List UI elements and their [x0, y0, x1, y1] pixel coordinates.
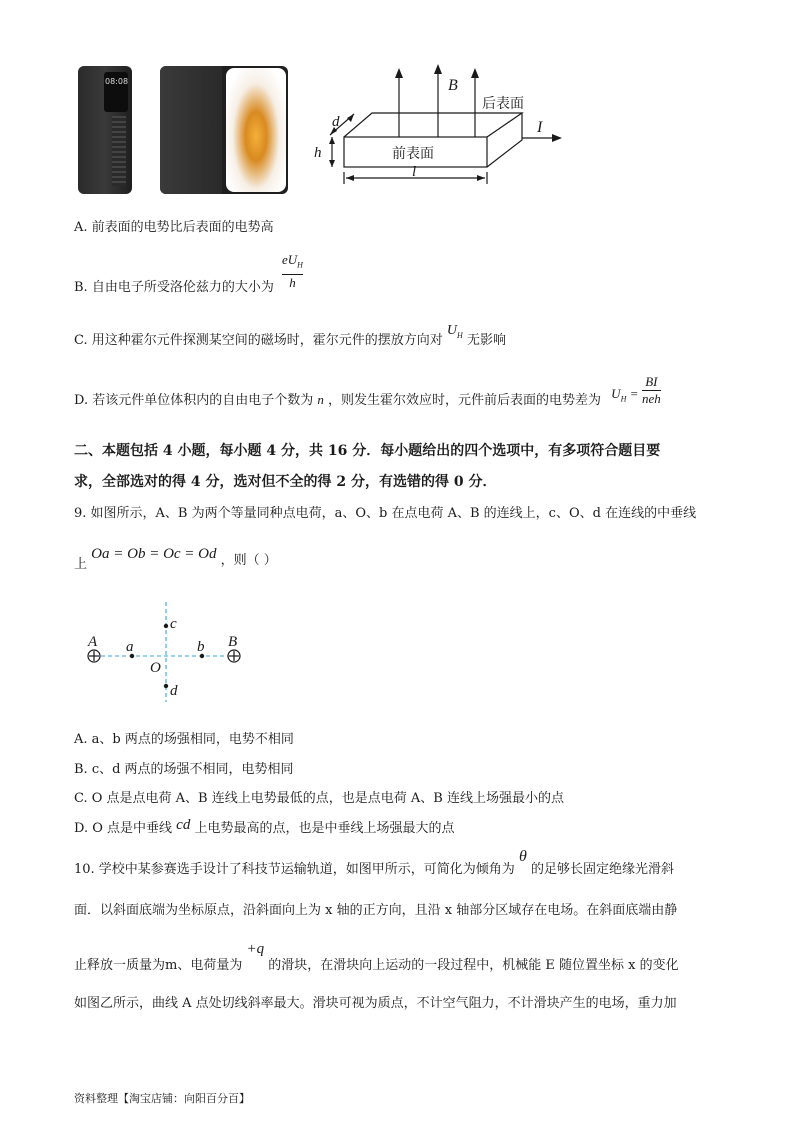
label-I: I — [537, 119, 543, 136]
phone-clock-text: 08:08 — [105, 77, 129, 86]
phone-photo-case-closed — [78, 66, 132, 194]
q8-option-c-symbol: $U_H$ — [446, 323, 463, 340]
label-h: h — [314, 145, 322, 161]
q10-line3 — [74, 940, 679, 973]
label-back-surface: 后表面 — [482, 96, 524, 112]
hall-element-diagram — [310, 60, 570, 190]
q9-stem-line2 — [74, 545, 277, 572]
q9-option-d-cd: cd — [176, 817, 191, 833]
label-A: A — [88, 634, 98, 650]
q8-option-b-text: B. 自由电子所受洛伦兹力的大小为 — [74, 279, 274, 295]
q9-option-b: B. c、d 两点的场强不相同，电势相同 — [74, 762, 294, 777]
q9-stem-suffix: ，则（ ） — [220, 553, 277, 568]
phone-case-cover — [160, 66, 222, 194]
q9-charge-diagram — [80, 598, 250, 706]
q10-line3-text: 止释放一质量为m、电荷量为 — [74, 958, 243, 973]
q9-option-c: C. O 点是点电荷 A、B 连线上电势最低的点，也是点电荷 A、B 连线上场强最小的点 — [74, 791, 564, 806]
q8-option-c — [74, 324, 506, 347]
label-B: B — [228, 634, 238, 650]
label-b: b — [197, 639, 205, 655]
label-front-surface: 前表面 — [392, 146, 434, 162]
label-l: l — [412, 164, 417, 180]
label-d: d — [170, 683, 178, 699]
point-d — [164, 684, 168, 688]
q9-option-a: A. a、b 两点的场强相同，电势不相同 — [74, 732, 294, 747]
fraction-denominator: h — [289, 274, 296, 290]
point-c — [164, 624, 168, 628]
q8-option-d-text: D. 若该元件单位体积内的自由电子个数为 — [74, 393, 314, 408]
q9-option-d — [74, 816, 454, 835]
label-O: O — [150, 660, 161, 676]
phone-screen — [226, 68, 286, 192]
q10-charge: +q — [246, 941, 265, 957]
q9-stem-prefix: 上 — [74, 557, 88, 572]
q10-line2: 面．以斜面底端为坐标原点，沿斜面向上为 x 轴的正方向，且沿 x 轴部分区域存在电场。在斜面底端由静 — [74, 903, 678, 918]
label-B: B — [448, 77, 458, 94]
q9-stem-line1: 9. 如图所示，A、B 为两个等量同种点电荷，a、O、b 在点电荷 A、B 的连线上，c、O、d 在连线的中垂线 — [74, 506, 697, 521]
q8-option-b-fraction — [282, 252, 303, 291]
q10-line1-text: 10. 学校中某参赛选手设计了科技节运输轨道，如图甲所示，可简化为倾角为 — [74, 862, 515, 877]
fraction-numerator: BI — [645, 374, 658, 389]
phone-photo-case-open — [160, 66, 288, 194]
charge-B — [228, 650, 240, 662]
q10-line1 — [74, 848, 674, 877]
charge-A — [88, 650, 100, 662]
label-a: a — [126, 639, 134, 655]
q10-line3-suffix: 的滑块，在滑块向上运动的一段过程中，机械能 E 随位置坐标 x 的变化 — [268, 958, 679, 973]
q8-option-d-mid: ，则发生霍尔效应时，元件前后表面的电势差为 — [328, 393, 602, 408]
q8-option-d-equals: = — [630, 386, 638, 401]
q8-option-b — [74, 252, 303, 295]
section2-heading-line2: 求，全部选对的得 4 分，选对但不全的得 2 分，有选错的得 0 分． — [74, 474, 497, 490]
q9-option-d-text: D. O 点是中垂线 — [74, 821, 173, 836]
footer-source: 资料整理【淘宝店铺：向阳百分百】 — [74, 1092, 250, 1105]
q8-option-d-fraction — [642, 374, 661, 407]
q9-equation: Oa = Ob = Oc = Od — [91, 546, 217, 562]
phone-clock-window — [104, 72, 128, 112]
phone-case-stripes — [112, 116, 126, 186]
q8-option-c-suffix: 无影响 — [466, 333, 506, 348]
q8-option-d-n: n — [317, 392, 324, 407]
q8-option-d — [74, 374, 661, 407]
section2-heading-line1: 二、本题包括 4 小题，每小题 4 分，共 16 分．每小题给出的四个选项中，有多项符合题目要 — [74, 443, 661, 459]
q8-option-c-text: C. 用这种霍尔元件探测某空间的磁场时，霍尔元件的摆放方向对 — [74, 333, 443, 348]
fraction-denominator: neh — [641, 391, 661, 406]
label-d: d — [332, 114, 340, 130]
q10-line1-suffix: 的足够长固定绝缘光滑斜 — [530, 862, 674, 877]
q10-line4: 如图乙所示，曲线 A 点处切线斜率最大。滑块可视为质点，不计空气阻力，不计滑块产生的电场，重力加 — [74, 996, 677, 1011]
q9-option-d-suffix: 上电势最高的点，也是中垂线上场强最大的点 — [194, 821, 455, 836]
label-c: c — [170, 616, 177, 632]
q8-option-d-lhs: $U_H$ — [611, 386, 627, 404]
fraction-numerator: $eU_H$ — [281, 252, 303, 270]
q10-theta: θ — [518, 848, 527, 865]
q8-option-a: A. 前表面的电势比后表面的电势高 — [74, 220, 274, 235]
